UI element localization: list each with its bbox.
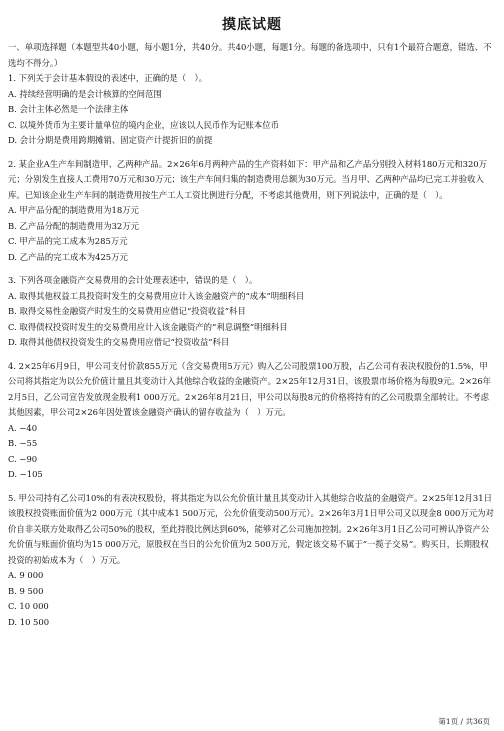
section-intro: 一、单项选择题（本题型共40小题，每小题1分，共40分。共40小题，每题1分。每题的备选项中，只有1个最符合题意，错选、不选均不得分。） [8,42,492,68]
spacer [8,149,496,157]
option-a: A. 甲产品分配的制造费用为18万元 [8,205,139,215]
question-1 [8,71,496,149]
option-c: C. 甲产品的完工成本为285万元 [8,236,128,246]
option-c: C. 取得债权投资时发生的交易费用应计入该金融资产的“利息调整”明细科目 [8,321,288,332]
question-stem: 1. 下列关于会计基本假设的表述中，正确的是（ ）。 [8,73,208,83]
option-d: D. 会计分期是费用跨期摊销、固定资产计提折旧的前提 [8,135,213,145]
option-b: B. 乙产品分配的制造费用为32万元 [8,220,140,231]
option-c: C. −90 [8,453,38,464]
question-stem: 2. 某企业A生产车间制造甲、乙两种产品。2×26年6月两种产品的生产资料如下：甲产品和乙产品分别投入材料180万元和320万元；分别发生直接人工费用70万元和30万元；该生产车间归集的制造费用总额为30万元。当月甲、乙两种产品均已完工并验收入库。已知该企业生产车间的制造费用按生产工人工资比例进行分配，不考虑其他费用，则下列说法中，正确的是（ ）。 [8,158,487,200]
question-2 [8,157,496,266]
option-d: D. 取得其他债权投资发生的交易费用应借记“投资收益”科目 [8,337,230,347]
option-b: B. 会计主体必然是一个法律主体 [8,104,129,114]
option-c: C. 10 000 [8,601,49,611]
option-d: D. −105 [8,469,43,479]
question-stem: 3. 下列各项金融资产交易费用的会计处理表述中，错误的是（ ）。 [8,275,258,285]
question-content [8,40,496,630]
option-b: B. 9 500 [8,585,44,596]
option-a: A. 持续经营明确的是会计核算的空间范围 [8,88,162,99]
spacer [8,483,496,491]
spacer [8,265,496,273]
spacer [8,351,496,359]
option-a: A. −40 [8,422,38,433]
option-d: D. 10 500 [8,616,50,627]
page-number: 第1页 / 共36页 [438,717,490,726]
question-stem: 5. 甲公司持有乙公司10%的有表决权股份，将其指定为以公允价值计量且其变动计入其他综合收益的金融资产。2×25年12月31日该股权投资账面价值为2 000万元（其中成本1 500万元，公允价值变动500万元）。2×26年3月1日甲公司又以现金8 000万元为对价自非关联方处取得乙公司50%的股权，至此持股比例达到60%，能够对乙公司施加控制。2×26年3月1日乙公司可辨认净资产公允价值与账面价值均为15 000万元，原股权在当日的公允价值为2 500万元，假定该交易不属于“一揽子交易”。购买日，长期股权投资的初始成本为（ ）万元。 [8,492,494,565]
question-4 [8,359,496,483]
option-b: B. 取得交易性金融资产时发生的交易费用应借记“投资收益”科目 [8,306,246,316]
option-a: A. 9 000 [8,570,44,580]
option-c: C. 以境外货币为主要计量单位的境内企业，应该以人民币作为记账本位币 [8,119,280,130]
question-3 [8,273,496,351]
question-5 [8,491,496,631]
option-a: A. 取得其他权益工具投资时发生的交易费用应计入该金融资产的“成本”明细科目 [8,290,305,301]
page-title: 摸底试题 [222,17,282,33]
option-d: D. 乙产品的完工成本为425万元 [8,251,128,262]
option-b: B. −55 [8,438,38,448]
question-stem: 4. 2×25年6月9日，甲公司支付价款855万元（含交易费用5万元）购入乙公司股票100万股，占乙公司有表决权股份的1.5%，甲公司将其指定为以公允价值计量且其变动计入其他综合收益的金融资产。2×25年12月31日，该股票市场价格为每股9元。2×26年2月5日，乙公司宣告发放现金股利1 000万元。2×26年8月21日，甲公司以每股8元的价格将持有的乙公司股票全部转让。不考虑其他因素，甲公司2×26年因处置该金融资产确认的留存收益为（ ）万元。 [8,360,492,417]
